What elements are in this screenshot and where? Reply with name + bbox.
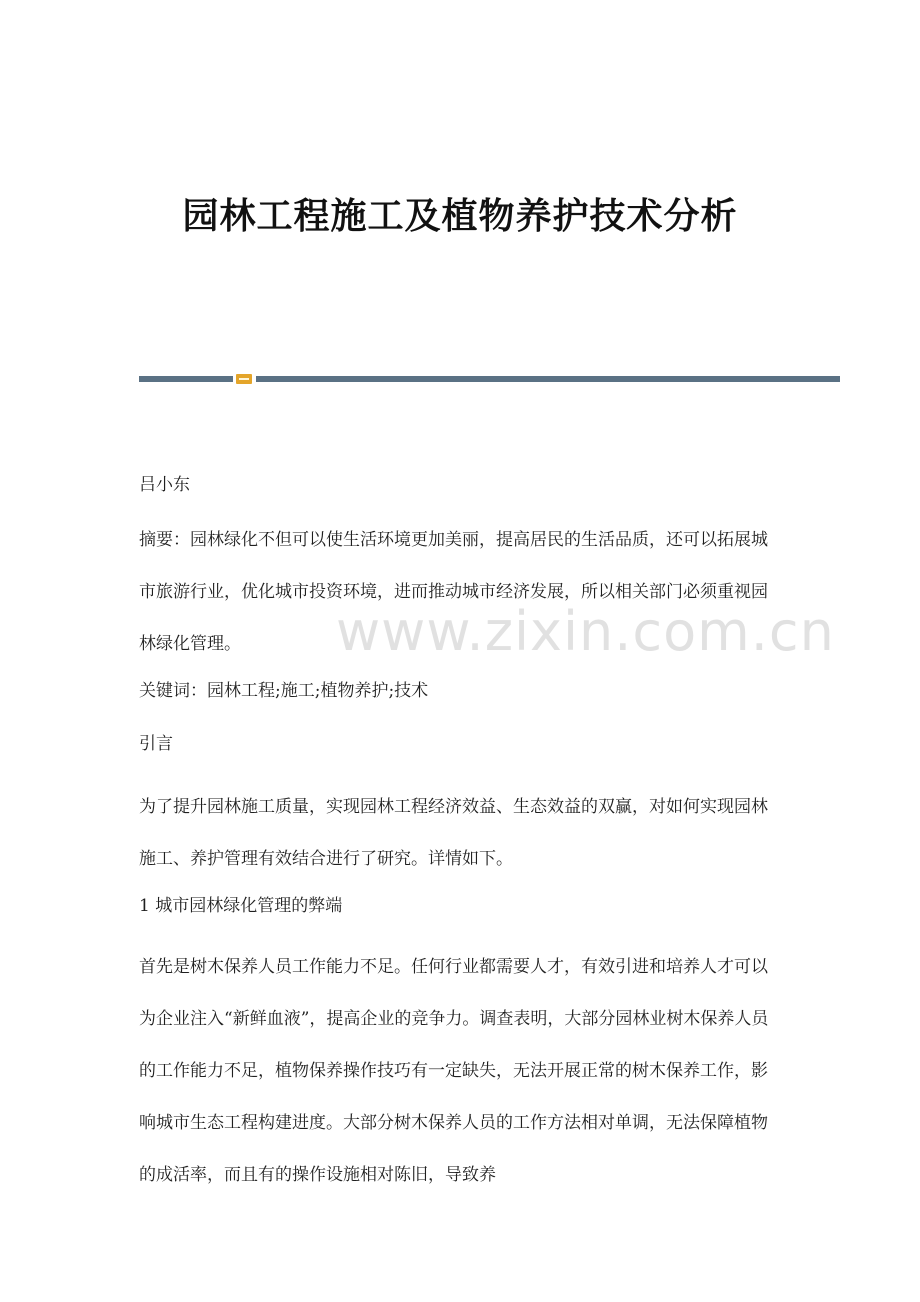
- divider-bar-left: [139, 376, 233, 382]
- abstract-paragraph: 摘要：园林绿化不但可以使生活环境更加美丽，提高居民的生活品质，还可以拓展城市旅游行业，优化城市投资环境，进而推动城市经济发展，所以相关部门必须重视园林绿化管理。: [139, 530, 768, 654]
- section-1-heading: 1 城市园林绿化管理的弊端: [139, 896, 343, 916]
- divider-bar-right: [256, 376, 840, 382]
- section-1-paragraph: 首先是树木保养人员工作能力不足。任何行业都需要人才，有效引进和培养人才可以为企业注入“新鲜血液”，提高企业的竞争力。调查表明，大部分园林业树木保养人员的工作能力不足，植物保养操作技巧有一定缺失，无法开展正常的树木保养工作，影响城市生态工程构建进度。大部分树木保养人员的工作方法相对单调，无法保障植物的成活率，而且有的操作设施相对陈旧，导致养: [139, 957, 769, 1185]
- document-title: 园林工程施工及植物养护技术分析: [182, 195, 738, 237]
- title-divider: [139, 374, 840, 384]
- divider-ornament-icon: [236, 374, 252, 384]
- watermark-text: www.zixin.com.cn: [336, 600, 835, 663]
- intro-heading: 引言: [139, 734, 173, 754]
- keywords-line: 关键词：园林工程;施工;植物养护;技术: [139, 681, 429, 701]
- intro-paragraph: 为了提升园林施工质量，实现园林工程经济效益、生态效益的双赢，对如何实现园林施工、养护管理有效结合进行了研究。详情如下。: [139, 797, 768, 869]
- author-name: 吕小东: [139, 475, 190, 495]
